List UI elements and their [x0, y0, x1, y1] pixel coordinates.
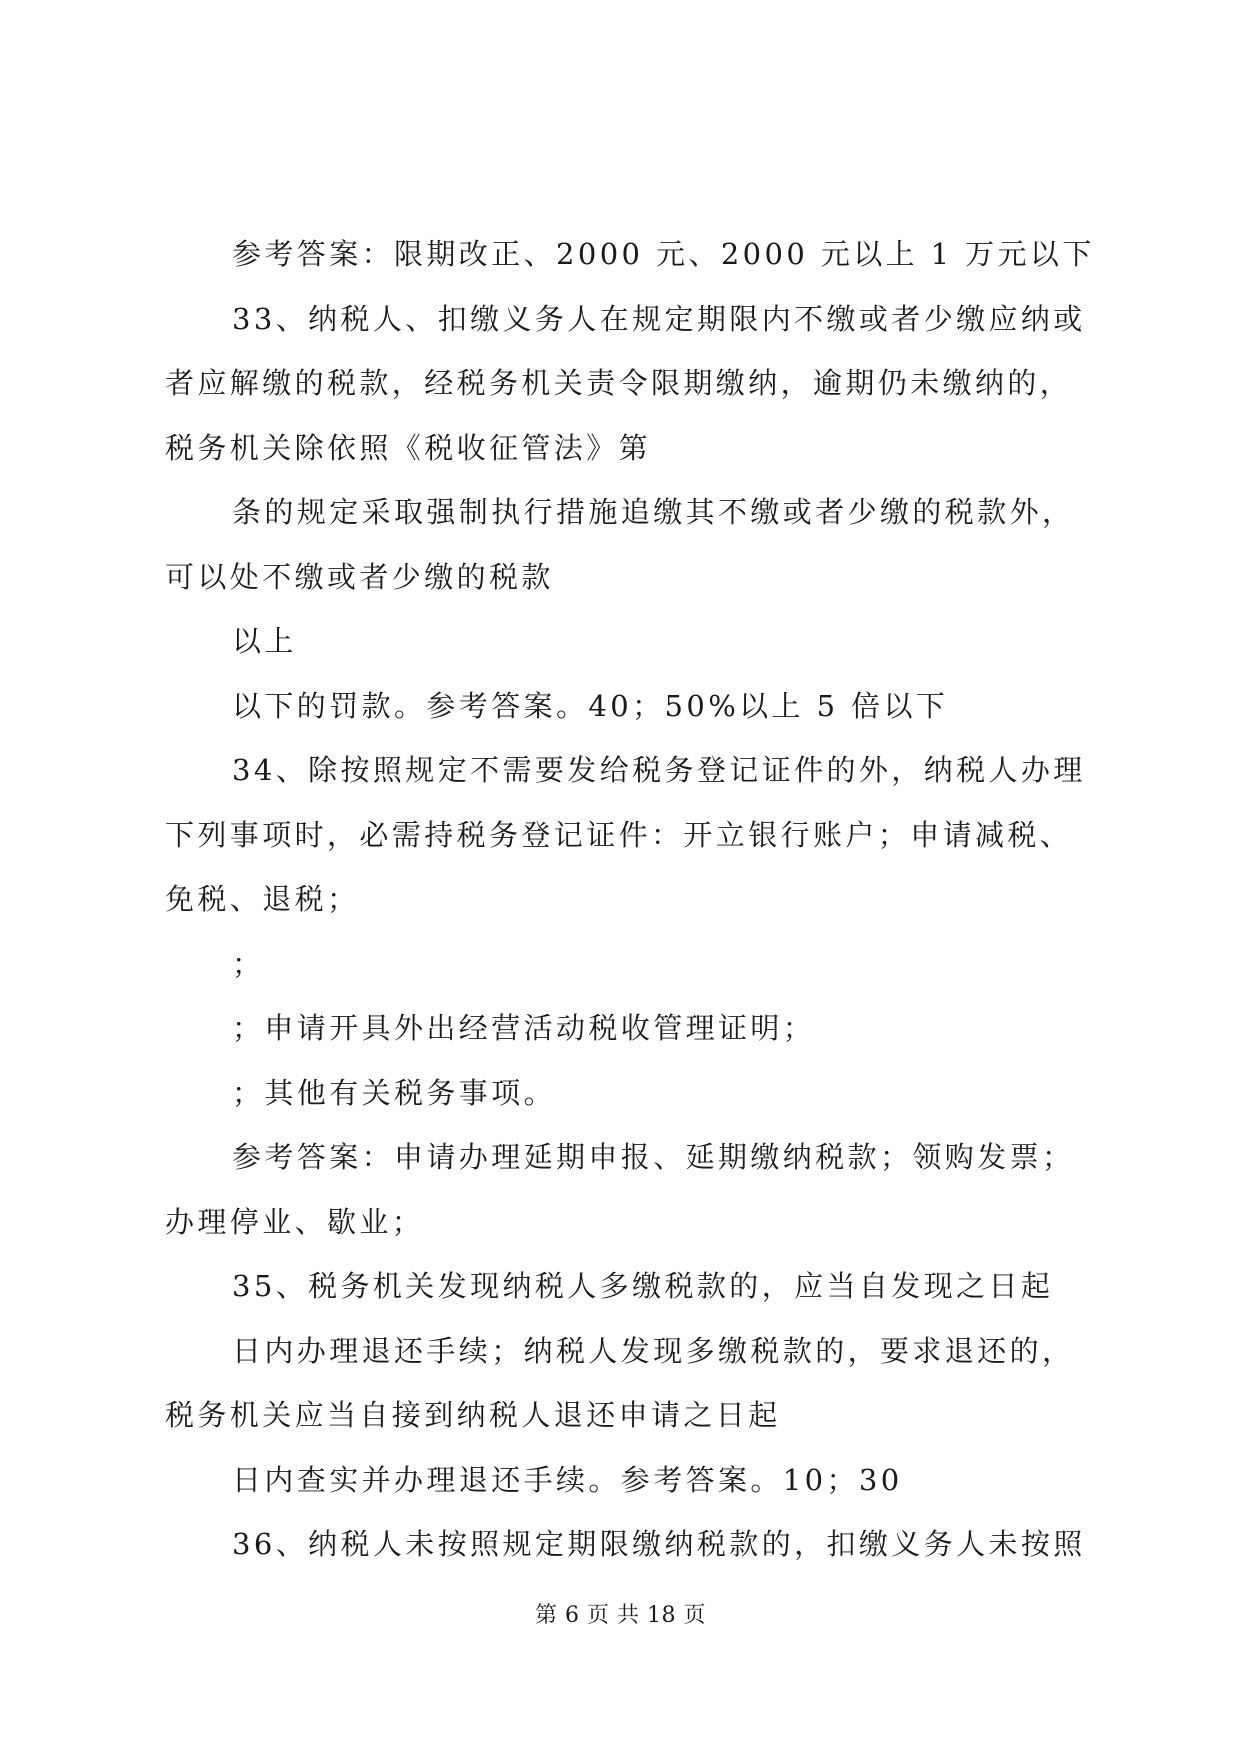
page-number-footer: 第 6 页 共 18 页 — [535, 1603, 706, 1628]
text-line: ；其他有关税务事项。 — [232, 1076, 557, 1110]
text-line-question-36: 36、纳税人未按照规定期限缴纳税款的，扣缴义务人未按照 — [232, 1527, 1086, 1561]
text-line-answer-32: 参考答案：限期改正、2000 元、2000 元以上 1 万元以下 — [232, 237, 1095, 271]
text-line: 免税、退税； — [165, 882, 360, 916]
text-line: 者应解缴的税款，经税务机关责令限期缴纳，逾期仍未缴纳的， — [165, 366, 1073, 400]
text-line-answer-35: 日内查实并办理退还手续。参考答案。10；30 — [232, 1463, 903, 1497]
text-line: 办理停业、歇业； — [165, 1205, 425, 1239]
text-line-question-35: 35、税务机关发现纳税人多缴税款的，应当自发现之日起 — [232, 1269, 1054, 1303]
text-line: ； — [232, 947, 265, 981]
text-line: 以上 — [232, 624, 297, 658]
text-line: 税务机关除依照《税收征管法》第 — [165, 431, 652, 465]
text-line: 日内办理退还手续；纳税人发现多缴税款的，要求退还的， — [232, 1334, 1075, 1368]
text-line-answer-34: 参考答案：申请办理延期申报、延期缴纳税款；领购发票； — [232, 1140, 1075, 1174]
text-line: 可以处不缴或者少缴的税款 — [165, 560, 554, 594]
text-line: 条的规定采取强制执行措施追缴其不缴或者少缴的税款外， — [232, 495, 1075, 529]
text-line: 下列事项时，必需持税务登记证件：开立银行账户；申请减税、 — [165, 818, 1073, 852]
text-line-answer-33: 以下的罚款。参考答案。40；50%以上 5 倍以下 — [232, 689, 949, 723]
text-line-question-34: 34、除按照规定不需要发给税务登记证件的外，纳税人办理 — [232, 753, 1086, 787]
text-line: ；申请开具外出经营活动税收管理证明； — [232, 1011, 816, 1045]
text-line-question-33: 33、纳税人、扣缴义务人在规定期限内不缴或者少缴应纳或 — [232, 302, 1086, 336]
text-line: 税务机关应当自接到纳税人退还申请之日起 — [165, 1398, 781, 1432]
